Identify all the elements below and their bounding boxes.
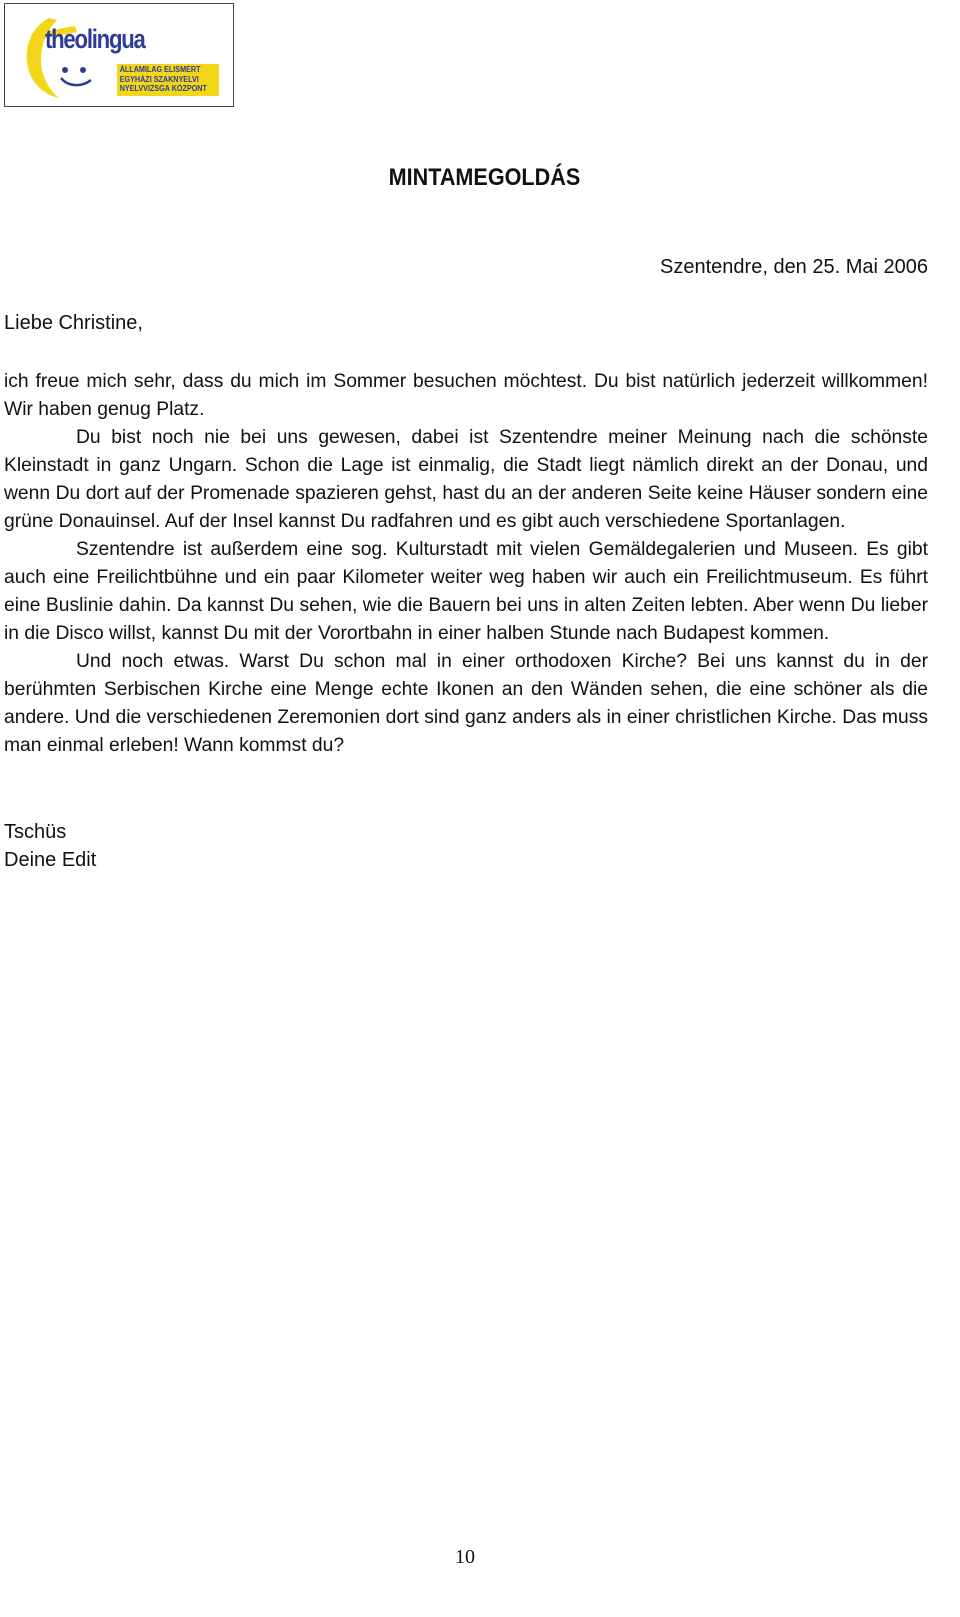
letter-body — [4, 368, 928, 760]
closing-salutation: Tschüs — [4, 821, 67, 843]
page-number: 10 — [455, 1546, 475, 1568]
logo-tagline — [117, 64, 219, 96]
logo-tagline-line: NYELVVIZSGA KÖZPONT — [119, 84, 207, 93]
paragraph: ich freue mich sehr, dass du mich im Sommer besuchen möchtest. Du bist natürlich jederzeit willkommen! Wir haben genug Platz. — [4, 371, 928, 420]
document-title-text: MINTAMEGOLDÁS — [388, 164, 580, 191]
date-line: Szentendre, den 25. Mai 2006 — [660, 256, 928, 278]
greeting: Liebe Christine, — [4, 312, 143, 334]
closing-signature: Deine Edit — [4, 849, 97, 871]
letter-closing — [4, 818, 96, 874]
paragraph: Und noch etwas. Warst Du schon mal in einer orthodoxen Kirche? Bei uns kannst du in der berühmten Serbischen Kirche eine Menge echte Ikonen an den Wänden sehen, die eine schöner als die andere. Und die verschiedenen Zeremonien dort sind ganz anders als in einer christlichen Kirche. Das muss man einmal erleben! Wann kommst du? — [4, 651, 928, 756]
logo-tagline-line: EGYHÁZI SZAKNYELVI — [119, 74, 199, 84]
theolingua-logo — [4, 3, 234, 107]
paragraph: Du bist noch nie bei uns gewesen, dabei ist Szentendre meiner Meinung nach die schönste Kleinstadt in ganz Ungarn. Schon die Lage ist einmalig, die Stadt liegt nämlich direkt an der Donau, und wenn Du dort auf der Promenade spazieren gehst, hast du an der anderen Seite keine Häuser sondern eine grüne Donauinsel. Auf der Insel kannst Du radfahren und es gibt auch verschiedene Sportanlagen. — [4, 427, 928, 532]
logo-tagline-line: ÁLLAMILAG ELISMERT — [119, 65, 201, 74]
paragraph: Szentendre ist außerdem eine sog. Kulturstadt mit vielen Gemäldegalerien und Museen. Es gibt auch eine Freilichtbühne und ein paar Kilometer weiter weg haben wir auch ein Freilichtmuseum. Es führt eine Buslinie dahin. Da kannst Du sehen, wie die Bauern bei uns in alten Zeiten lebten. Aber wenn Du lieber in die Disco willst, kannst Du mit der Vorortbahn in einer halben Stunde nach Budapest kommen. — [4, 539, 928, 644]
document-title — [0, 164, 960, 192]
logo-wordmark: theolingua — [45, 24, 145, 54]
